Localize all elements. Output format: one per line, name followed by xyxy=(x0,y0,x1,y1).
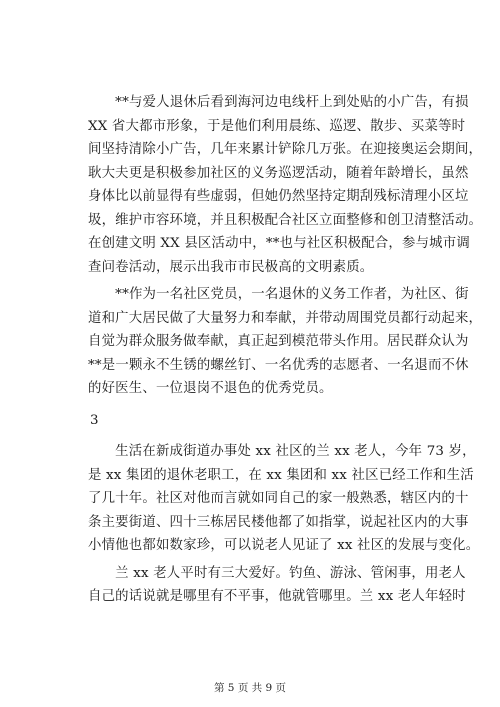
text-line: 了几十年。社区对他而言就如同自己的家一般熟悉，辖区内的十 xyxy=(88,491,469,506)
paragraph-3 xyxy=(88,440,480,558)
text-line: **与爱人退休后看到海河边电线杆上到处贴的小广告，有损 xyxy=(88,95,469,110)
text-line: 查问卷活动，展示出我市市民极高的文明素质。 xyxy=(88,259,374,275)
text-line: XX 省大都市形象，于是他们利用晨练、巡逻、散步、买菜等时 xyxy=(88,118,466,134)
text-line: 自觉为群众服务做奉献，真正起到模范带头作用。居民群众认为 xyxy=(88,334,469,349)
paragraph-4 xyxy=(88,562,466,609)
page-footer: 第 5 页 共 9 页 xyxy=(213,682,287,694)
text-line: **是一颗永不生锈的螺丝钉、一名优秀的志愿者、一名退而不休 xyxy=(88,357,469,373)
text-line: 圾，维护市容环境，并且积极配合社区立面整修和创卫清整活动。 xyxy=(88,212,483,228)
text-line: 条主要街道、四十三栋居民楼他都了如指掌，说起社区内的大事 xyxy=(88,514,469,530)
text-line: 在创建文明 XX 县区活动中，**也与社区积极配合，参与城市调 xyxy=(88,236,470,251)
document-body xyxy=(88,91,483,609)
paragraph-2 xyxy=(88,283,483,401)
text-line: **作为一名社区党员，一名退休的义务工作者，为社区、街 xyxy=(88,287,469,302)
text-line: 是 xx 集团的退休老职工，在 xx 集团和 xx 社区已经工作和生活 xyxy=(88,467,474,483)
text-line: 自己的话说就是哪里有不平事，他就管哪里。兰 xx 老人年轻时 xyxy=(88,589,466,604)
text-line: 身体比以前显得有些虚弱，但她仍然坚持定期刮残标清理小区垃 xyxy=(88,189,469,204)
text-line: 间坚持清除小广告，几年来累计铲除几万张。在迎接奥运会期间， xyxy=(88,142,483,157)
section-number: 3 xyxy=(90,412,99,428)
text-line: 耿大夫更是积极参加社区的义务巡逻活动，随着年龄增长，虽然 xyxy=(88,165,469,181)
text-line: 道和广大居民做了大量努力和奉献，并带动周围党员都行动起来， xyxy=(88,310,483,326)
text-line: 兰 xx 老人平时有三大爱好。钓鱼、游泳、管闲事，用老人 xyxy=(88,565,466,581)
text-line: 小情他也都如数家珍，可以说老人见证了 xx 社区的发展与变化。 xyxy=(88,538,480,553)
paragraph-1 xyxy=(88,91,483,279)
text-line: 生活在新成街道办事处 xx 社区的兰 xx 老人，今年 73 岁， xyxy=(88,444,476,459)
text-line: 的好医生、一位退岗不退色的优秀党员。 xyxy=(88,381,333,396)
